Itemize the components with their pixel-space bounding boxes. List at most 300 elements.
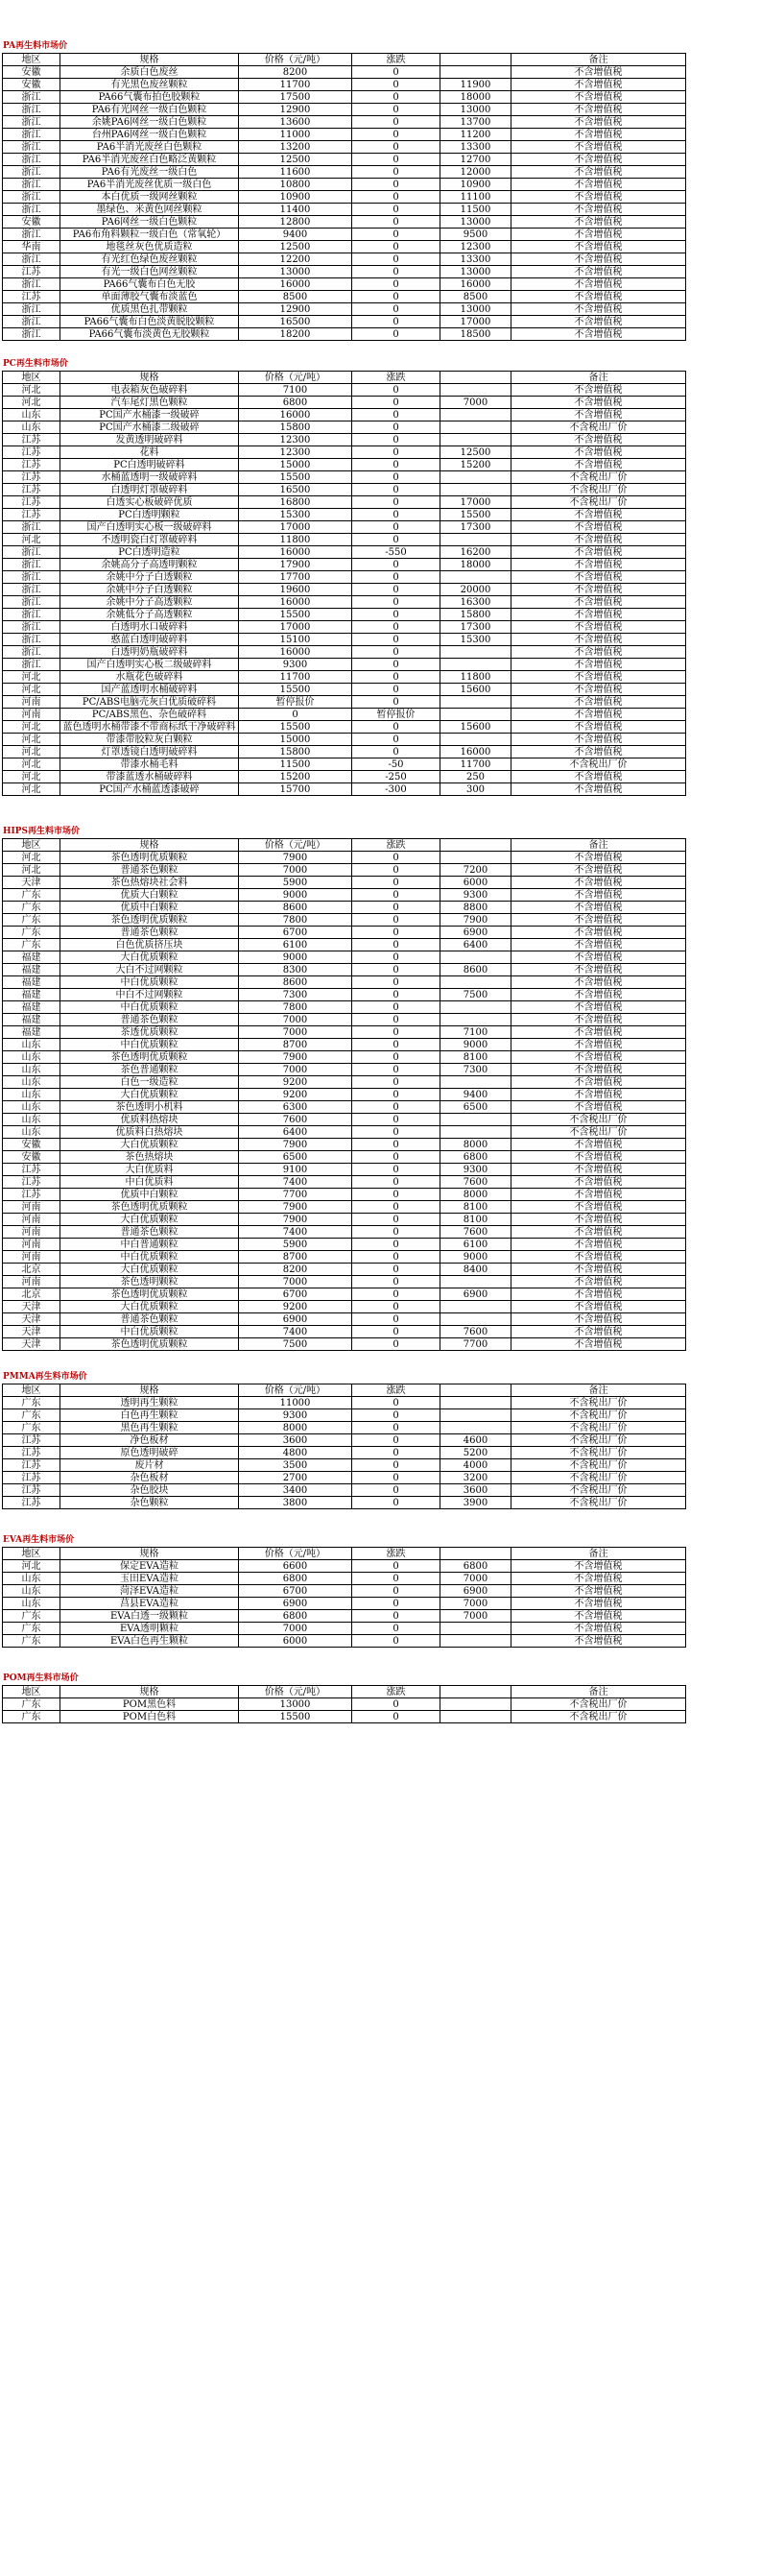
price-cell: 暂停报价 [239, 696, 352, 709]
remark-cell: 不含增值税 [511, 216, 686, 229]
remark-cell: 不含增值税 [511, 889, 686, 902]
high-price-cell: 17000 [440, 496, 511, 509]
table-row [3, 384, 686, 397]
change-cell: 暂停报价 [352, 709, 440, 721]
table-row [3, 129, 686, 141]
price-cell: 12900 [239, 104, 352, 116]
remark-cell: 不含增值税 [511, 1164, 686, 1176]
remark-cell: 不含税出厂价 [511, 1497, 686, 1509]
high-price-cell: 15300 [440, 634, 511, 646]
spec-cell: PC/ABS电脑壳灰白优质破碎料 [60, 696, 239, 709]
table-row [3, 1001, 686, 1014]
table-row [3, 1472, 686, 1484]
region-cell: 浙江 [3, 129, 60, 141]
spec-cell: 普通茶色颗粒 [60, 864, 239, 877]
spec-cell: PC白透明造粒 [60, 546, 239, 559]
table-row [3, 864, 686, 877]
table-row [3, 1585, 686, 1598]
price-cell: 15500 [239, 721, 352, 734]
spec-cell: PA6有光废丝一级白色 [60, 166, 239, 179]
price-cell: 16000 [239, 278, 352, 291]
table-row [3, 671, 686, 684]
table-row [3, 459, 686, 471]
table-row [3, 1064, 686, 1076]
column-header: 价格（元/吨） [239, 1686, 352, 1698]
high-price-cell: 17000 [440, 316, 511, 328]
region-cell: 山东 [3, 1126, 60, 1139]
remark-cell: 不含增值税 [511, 204, 686, 216]
change-cell: 0 [352, 1560, 440, 1573]
change-cell: -250 [352, 771, 440, 783]
spec-cell: 茶色普通颗粒 [60, 1064, 239, 1076]
high-price-cell: 9000 [440, 1039, 511, 1051]
high-price-cell: 11700 [440, 758, 511, 771]
change-cell: 0 [352, 104, 440, 116]
spec-cell: 国产白透明实心板二级破碎料 [60, 659, 239, 671]
high-price-cell: 11100 [440, 191, 511, 204]
change-cell: 0 [352, 1301, 440, 1313]
change-cell: 0 [352, 877, 440, 889]
remark-cell: 不含税出厂价 [511, 758, 686, 771]
price-cell: 16000 [239, 409, 352, 421]
hips-section [2, 825, 685, 1351]
region-cell: 山东 [3, 1114, 60, 1126]
price-cell: 7000 [239, 1276, 352, 1288]
price-cell: 6800 [239, 1573, 352, 1585]
region-cell: 浙江 [3, 204, 60, 216]
region-cell: 浙江 [3, 116, 60, 129]
spec-cell: 墨绿色、米黄色网丝颗粒 [60, 204, 239, 216]
spec-cell: PC/ABS黑色、杂色破碎料 [60, 709, 239, 721]
region-cell: 江苏 [3, 509, 60, 521]
spec-cell: 台州PA6网丝一级白色颗粒 [60, 129, 239, 141]
region-cell: 河北 [3, 746, 60, 758]
price-cell: 11600 [239, 166, 352, 179]
change-cell: 0 [352, 1114, 440, 1126]
spec-cell: 大白不过网颗粒 [60, 964, 239, 976]
high-price-cell: 12500 [440, 446, 511, 459]
table-row [3, 889, 686, 902]
table-row [3, 291, 686, 303]
region-cell: 山东 [3, 1051, 60, 1064]
remark-cell: 不含增值税 [511, 684, 686, 696]
table-row [3, 1239, 686, 1251]
price-document [2, 0, 685, 1723]
high-price-cell: 18000 [440, 559, 511, 571]
price-cell: 18200 [239, 328, 352, 341]
table-row [3, 278, 686, 291]
high-price-cell: 15600 [440, 684, 511, 696]
table-row [3, 964, 686, 976]
remark-cell: 不含增值税 [511, 596, 686, 609]
change-cell: 0 [352, 671, 440, 684]
remark-cell: 不含增值税 [511, 1288, 686, 1301]
spec-cell: 茶色透明优质颗粒 [60, 914, 239, 927]
change-cell: 0 [352, 1610, 440, 1623]
change-cell: -300 [352, 783, 440, 796]
high-price-cell: 13700 [440, 116, 511, 129]
region-cell: 浙江 [3, 316, 60, 328]
region-cell: 广东 [3, 1711, 60, 1723]
high-price-cell: 18500 [440, 328, 511, 341]
region-cell: 江苏 [3, 1176, 60, 1189]
change-cell: 0 [352, 1026, 440, 1039]
spec-cell: 茶透优质颗粒 [60, 1026, 239, 1039]
table-row [3, 79, 686, 91]
table-row [3, 1434, 686, 1447]
spec-cell: 优质料白热熔块 [60, 1126, 239, 1139]
change-cell: 0 [352, 154, 440, 166]
change-cell: 0 [352, 902, 440, 914]
pom-section [2, 1672, 685, 1723]
change-cell: 0 [352, 1039, 440, 1051]
change-cell: 0 [352, 1484, 440, 1497]
high-price-cell [440, 471, 511, 484]
spec-cell: EVA白透一级颗粒 [60, 1610, 239, 1623]
price-cell: 10800 [239, 179, 352, 191]
price-cell: 6600 [239, 1560, 352, 1573]
table-row [3, 1338, 686, 1351]
price-cell: 17900 [239, 559, 352, 571]
table-row [3, 939, 686, 951]
region-cell: 安徽 [3, 66, 60, 79]
column-header: 价格（元/吨） [239, 839, 352, 852]
change-cell: 0 [352, 584, 440, 596]
price-cell: 12900 [239, 303, 352, 316]
region-cell: 河北 [3, 721, 60, 734]
spec-cell: 本白优质一级网丝颗粒 [60, 191, 239, 204]
remark-cell: 不含增值税 [511, 951, 686, 964]
price-cell: 16500 [239, 484, 352, 496]
high-price-cell: 8600 [440, 964, 511, 976]
spec-cell: 带漆蓝透水桶破碎料 [60, 771, 239, 783]
region-cell: 江苏 [3, 484, 60, 496]
region-cell: 浙江 [3, 609, 60, 621]
high-price-cell: 11900 [440, 79, 511, 91]
high-price-cell [440, 852, 511, 864]
column-header: 涨跌 [352, 54, 440, 66]
change-cell: -50 [352, 758, 440, 771]
remark-cell: 不含增值税 [511, 852, 686, 864]
high-price-cell: 15500 [440, 509, 511, 521]
table-header-row [3, 372, 686, 384]
spec-cell: 茶色透明小机料 [60, 1101, 239, 1114]
spec-cell: 国产白透明实心板一级破碎料 [60, 521, 239, 534]
region-cell: 浙江 [3, 584, 60, 596]
section-title: EVA再生料市场价 [3, 1535, 75, 1545]
remark-cell: 不含增值税 [511, 434, 686, 446]
remark-cell: 不含增值税 [511, 459, 686, 471]
region-cell: 浙江 [3, 166, 60, 179]
price-cell: 15200 [239, 771, 352, 783]
price-cell: 12500 [239, 154, 352, 166]
remark-cell: 不含税出厂价 [511, 1422, 686, 1434]
remark-cell: 不含增值税 [511, 914, 686, 927]
table-row [3, 902, 686, 914]
table-row [3, 1459, 686, 1472]
change-cell: 0 [352, 1422, 440, 1434]
remark-cell: 不含增值税 [511, 1301, 686, 1313]
table-row [3, 1698, 686, 1711]
spec-cell: 灯罩透镜白透明破碎料 [60, 746, 239, 758]
table-row [3, 609, 686, 621]
change-cell: 0 [352, 1101, 440, 1114]
remark-cell: 不含增值税 [511, 229, 686, 241]
table-row [3, 1422, 686, 1434]
spec-cell: 余姚中分子白透颗粒 [60, 584, 239, 596]
region-cell: 浙江 [3, 141, 60, 154]
high-price-cell [440, 951, 511, 964]
spec-cell: 花料 [60, 446, 239, 459]
price-cell: 17000 [239, 521, 352, 534]
table-row [3, 877, 686, 889]
region-cell: 浙江 [3, 104, 60, 116]
spec-cell: 大白优质颗粒 [60, 1089, 239, 1101]
table-row [3, 509, 686, 521]
table-row [3, 771, 686, 783]
remark-cell: 不含税出厂价 [511, 1447, 686, 1459]
change-cell: 0 [352, 229, 440, 241]
high-price-cell [440, 1635, 511, 1648]
remark-cell: 不含增值税 [511, 1089, 686, 1101]
remark-cell: 不含增值税 [511, 116, 686, 129]
change-cell: 0 [352, 179, 440, 191]
column-header: 备注 [511, 1384, 686, 1397]
high-price-cell [440, 1623, 511, 1635]
table-row [3, 104, 686, 116]
table-row [3, 471, 686, 484]
change-cell: 0 [352, 303, 440, 316]
price-cell: 17000 [239, 621, 352, 634]
table-row [3, 91, 686, 104]
region-cell: 河北 [3, 864, 60, 877]
spec-cell: 大白优质颗粒 [60, 1264, 239, 1276]
price-cell: 9100 [239, 1164, 352, 1176]
spec-cell: 中白优质颗粒 [60, 1039, 239, 1051]
remark-cell: 不含增值税 [511, 291, 686, 303]
change-cell: 0 [352, 1338, 440, 1351]
remark-cell: 不含增值税 [511, 634, 686, 646]
region-cell: 河北 [3, 397, 60, 409]
remark-cell: 不含增值税 [511, 1076, 686, 1089]
spec-cell: PA6半消光废丝优质一级白色 [60, 179, 239, 191]
region-cell: 北京 [3, 1264, 60, 1276]
change-cell: 0 [352, 621, 440, 634]
remark-cell: 不含增值税 [511, 91, 686, 104]
change-cell: 0 [352, 409, 440, 421]
high-price-cell: 7000 [440, 397, 511, 409]
column-header: 备注 [511, 839, 686, 852]
remark-cell: 不含增值税 [511, 409, 686, 421]
high-price-cell [440, 646, 511, 659]
region-cell: 江苏 [3, 1472, 60, 1484]
region-cell: 河北 [3, 1560, 60, 1573]
region-cell: 浙江 [3, 571, 60, 584]
table-row [3, 1397, 686, 1409]
change-cell: 0 [352, 266, 440, 278]
column-header: 地区 [3, 1686, 60, 1698]
high-price-cell: 7000 [440, 1598, 511, 1610]
change-cell: 0 [352, 116, 440, 129]
price-cell: 9200 [239, 1089, 352, 1101]
high-price-cell: 5200 [440, 1447, 511, 1459]
remark-cell: 不含增值税 [511, 659, 686, 671]
high-price-cell: 6000 [440, 877, 511, 889]
spec-cell: PA6半消光废丝白色略泛黄颗粒 [60, 154, 239, 166]
region-cell: 山东 [3, 1598, 60, 1610]
region-cell: 山东 [3, 421, 60, 434]
region-cell: 福建 [3, 951, 60, 964]
region-cell: 江苏 [3, 459, 60, 471]
spec-cell: 茶色透明优质颗粒 [60, 1051, 239, 1064]
price-cell: 15500 [239, 609, 352, 621]
change-cell: 0 [352, 1585, 440, 1598]
table-row [3, 1251, 686, 1264]
spec-cell: PC白透明破碎料 [60, 459, 239, 471]
table-row [3, 1101, 686, 1114]
region-cell: 广东 [3, 914, 60, 927]
column-header: 地区 [3, 1384, 60, 1397]
table-row [3, 1598, 686, 1610]
region-cell: 天津 [3, 877, 60, 889]
price-cell: 2700 [239, 1472, 352, 1484]
high-price-cell: 13000 [440, 216, 511, 229]
region-cell: 浙江 [3, 154, 60, 166]
spec-cell: 净色板材 [60, 1434, 239, 1447]
column-header: 价格（元/吨） [239, 372, 352, 384]
remark-cell: 不含增值税 [511, 646, 686, 659]
price-cell: 12300 [239, 446, 352, 459]
price-cell: 11800 [239, 534, 352, 546]
high-price-cell [440, 1711, 511, 1723]
table-row [3, 253, 686, 266]
price-cell: 15500 [239, 471, 352, 484]
high-price-cell: 16000 [440, 278, 511, 291]
region-cell: 浙江 [3, 191, 60, 204]
high-price-cell: 8800 [440, 902, 511, 914]
column-header: 规格 [60, 372, 239, 384]
change-cell: 0 [352, 1201, 440, 1214]
change-cell: 0 [352, 1698, 440, 1711]
section-title: PC再生料市场价 [3, 359, 68, 369]
remark-cell: 不含增值税 [511, 976, 686, 989]
table-row [3, 303, 686, 316]
region-cell: 山东 [3, 1064, 60, 1076]
price-cell: 16000 [239, 546, 352, 559]
remark-cell: 不含增值税 [511, 1176, 686, 1189]
remark-cell: 不含增值税 [511, 1001, 686, 1014]
change-cell: 0 [352, 534, 440, 546]
region-cell: 安徽 [3, 216, 60, 229]
remark-cell: 不含增值税 [511, 1251, 686, 1264]
remark-cell: 不含增值税 [511, 584, 686, 596]
spec-cell: 茶色透明优质颗粒 [60, 1288, 239, 1301]
region-cell: 天津 [3, 1313, 60, 1326]
price-cell: 3800 [239, 1497, 352, 1509]
spec-cell: 发黄透明破碎料 [60, 434, 239, 446]
remark-cell: 不含税出厂价 [511, 421, 686, 434]
high-price-cell [440, 1422, 511, 1434]
high-price-cell: 11500 [440, 204, 511, 216]
high-price-cell: 13000 [440, 266, 511, 278]
change-cell: 0 [352, 141, 440, 154]
column-header: 规格 [60, 54, 239, 66]
price-cell: 6500 [239, 1151, 352, 1164]
table-row [3, 1201, 686, 1214]
spec-cell: 有光红色绿色废丝颗粒 [60, 253, 239, 266]
column-header: 地区 [3, 372, 60, 384]
region-cell: 广东 [3, 927, 60, 939]
spec-cell: 杂色颗粒 [60, 1497, 239, 1509]
table-row [3, 709, 686, 721]
high-price-cell: 13000 [440, 104, 511, 116]
table-row [3, 446, 686, 459]
price-cell: 8500 [239, 291, 352, 303]
high-price-cell: 300 [440, 783, 511, 796]
column-header [440, 1686, 511, 1698]
spec-cell: 原色透明破碎 [60, 1447, 239, 1459]
spec-cell: PA66气囊布淡黄色无胶颗粒 [60, 328, 239, 341]
remark-cell: 不含税出厂价 [511, 1397, 686, 1409]
high-price-cell [440, 1301, 511, 1313]
section-title: PA再生料市场价 [3, 41, 68, 51]
region-cell: 广东 [3, 889, 60, 902]
column-header: 备注 [511, 1686, 686, 1698]
region-cell: 浙江 [3, 303, 60, 316]
price-cell: 10900 [239, 191, 352, 204]
high-price-cell: 7600 [440, 1226, 511, 1239]
price-cell: 6800 [239, 1610, 352, 1623]
change-cell: 0 [352, 976, 440, 989]
price-cell: 9000 [239, 889, 352, 902]
change-cell: 0 [352, 1139, 440, 1151]
price-cell: 16500 [239, 316, 352, 328]
high-price-cell: 3600 [440, 1484, 511, 1497]
table-row [3, 1573, 686, 1585]
table-row [3, 1623, 686, 1635]
change-cell: 0 [352, 278, 440, 291]
region-cell: 华南 [3, 241, 60, 253]
price-cell: 8600 [239, 976, 352, 989]
remark-cell: 不含增值税 [511, 328, 686, 341]
high-price-cell: 4600 [440, 1434, 511, 1447]
region-cell: 山东 [3, 1101, 60, 1114]
change-cell: 0 [352, 927, 440, 939]
price-cell: 12300 [239, 434, 352, 446]
high-price-cell: 7300 [440, 1064, 511, 1076]
spec-cell: 白透明灯罩破碎料 [60, 484, 239, 496]
price-cell: 7000 [239, 1026, 352, 1039]
change-cell: 0 [352, 204, 440, 216]
table-header-row [3, 1384, 686, 1397]
remark-cell: 不含增值税 [511, 446, 686, 459]
table-row [3, 1409, 686, 1422]
high-price-cell [440, 1126, 511, 1139]
remark-cell: 不含税出厂价 [511, 1711, 686, 1723]
table-row [3, 989, 686, 1001]
change-cell: 0 [352, 1014, 440, 1026]
column-header: 备注 [511, 54, 686, 66]
table-row [3, 1301, 686, 1313]
remark-cell: 不含增值税 [511, 546, 686, 559]
change-cell: 0 [352, 1164, 440, 1176]
change-cell: 0 [352, 939, 440, 951]
column-header: 涨跌 [352, 1686, 440, 1698]
region-cell: 浙江 [3, 559, 60, 571]
spec-cell: PC白透明颗粒 [60, 509, 239, 521]
remark-cell: 不含增值税 [511, 1623, 686, 1635]
change-cell: 0 [352, 216, 440, 229]
